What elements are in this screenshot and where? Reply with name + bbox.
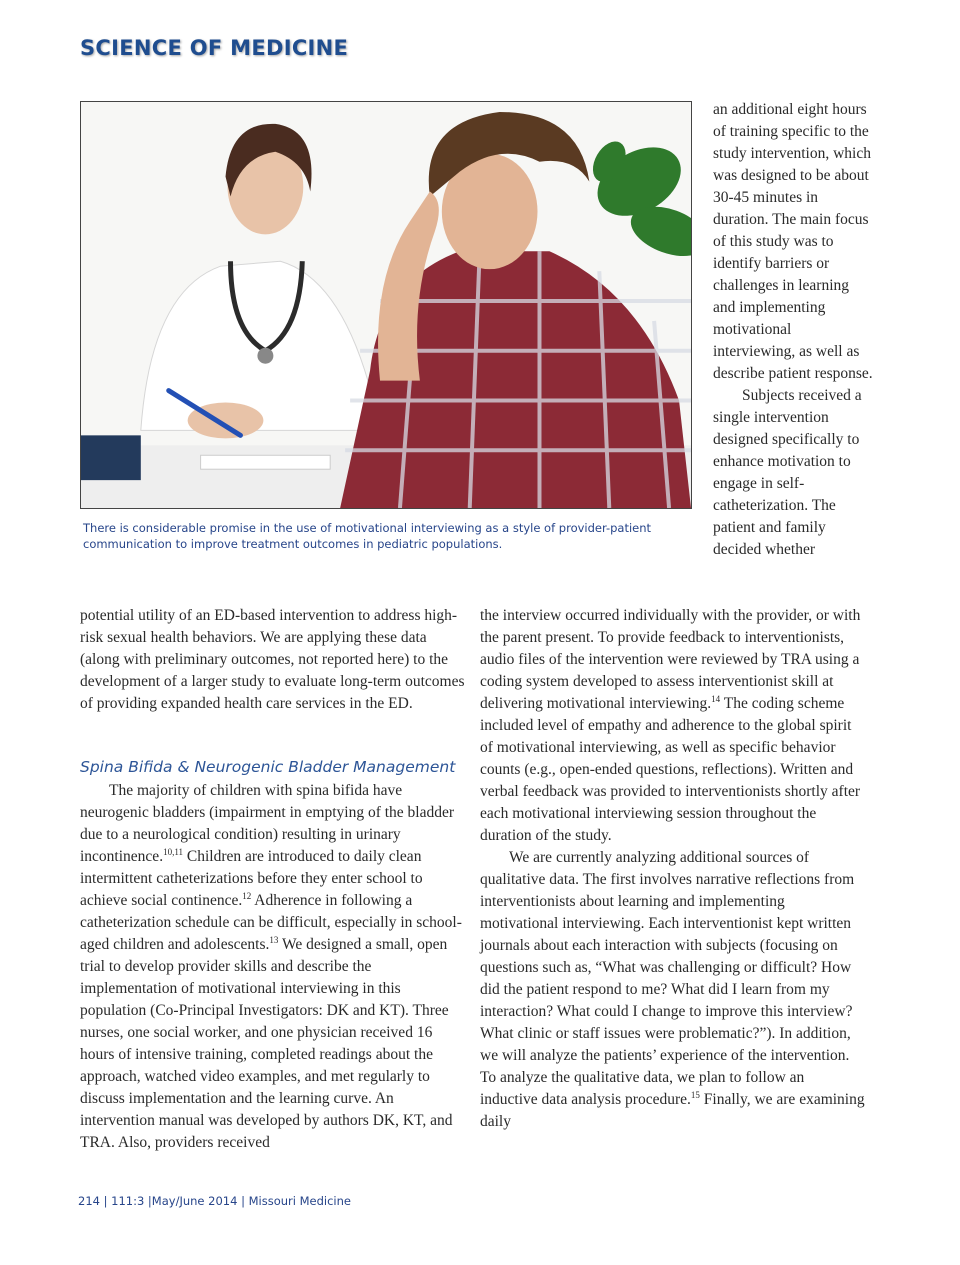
doctor-patient-consultation-photo bbox=[81, 102, 691, 508]
citation: 12 bbox=[242, 890, 252, 901]
figure-caption: There is considerable promise in the use of motivational interviewing as a style of provider-patient communication to improve treatment outcomes in pediatric populations. bbox=[83, 521, 652, 551]
text-run: Adherence in following a catheterization schedule can be difficult, especially in school-aged children and adolescents. bbox=[80, 892, 462, 953]
citation: 15 bbox=[690, 1089, 700, 1100]
right-text-column bbox=[480, 605, 865, 1133]
paragraph: potential utility of an ED-based intervention to address high-risk sexual health behaviors. We are applying these data (along with preliminary outcomes, not reported here) to the development of a larger study to evaluate long-term outcomes of providing expanded health care services in the ED. bbox=[80, 607, 465, 712]
text-run: the interview occurred individually with the provider, or with the parent present. To provide feedback to interventionists, audio files of the intervention were reviewed by TRA using a coding system developed to assess interventionist skill at delivering motivational interviewing. bbox=[480, 607, 861, 712]
text-run: Children are introduced to daily clean intermittent catheterizations before they enter school to achieve social continence. bbox=[80, 848, 423, 909]
paragraph bbox=[80, 780, 465, 1154]
paragraph: Subjects received a single intervention designed specifically to enhance motivation to engage in self-catheterization. The patient and family decided whether bbox=[713, 387, 862, 558]
text-run: The majority of children with spina bifida have neurogenic bladders (impairment in emptying of the bladder due to a neurological condition) resulting in urinary incontinence. bbox=[80, 782, 455, 865]
citation: 10,11 bbox=[163, 846, 183, 857]
text-run: Finally, we are examining daily bbox=[480, 1091, 865, 1130]
text-run: The coding scheme included level of empathy and adherence to the global spirit of motivational interviewing, as well as specific behavior counts (e.g., open-ended questions, reflections). Written and verbal feedback was provided to interventionists shortly after each motivational interviewing session throughout the duration of the study. bbox=[480, 695, 861, 844]
left-text-column-top bbox=[80, 605, 465, 715]
section-title: SCIENCE OF MEDICINE bbox=[80, 36, 349, 60]
page-footer: 214 | 111:3 |May/June 2014 | Missouri Medicine bbox=[78, 1194, 351, 1208]
text-run: We designed a small, open trial to develop provider skills and describe the implementation of motivational interviewing in this population (Co-Principal Investigators: DK and KT). Three nurses, one social worker, and one physician received 16 hours of intensive training, completed readings about the approach, watched video examples, and met regularly to discuss implementation and the learning curve. An intervention manual was developed by authors DK, KT, and TRA. Also, providers received bbox=[80, 936, 453, 1151]
left-text-column-bottom bbox=[80, 780, 465, 1154]
text-run: We are currently analyzing additional sources of qualitative data. The first involves narrative reflections from interventionists about learning and implementing motivational interviewing. Each interventionist kept written journals about each interaction with subjects (focusing on questions such as, “What was challenging or difficult? How did the patient respond to me? What did I learn from my interaction? What could I change to improve this interview? What clinic or staff issues were problematic?”). In addition, we will analyze the patients’ experience of the intervention. To analyze the qualitative data, we plan to follow an inductive data analysis procedure. bbox=[480, 849, 855, 1108]
citation: 13 bbox=[269, 934, 279, 945]
section-subheading: Spina Bifida & Neurogenic Bladder Management bbox=[80, 758, 456, 776]
paragraph bbox=[480, 605, 865, 847]
paragraph bbox=[480, 847, 865, 1133]
paragraph: an additional eight hours of training specific to the study intervention, which was designed to be about 30-45 minutes in duration. The main focus of this study was to identify barriers or challenges in learning and implementing motivational interviewing, as well as describe patient response. bbox=[713, 101, 873, 382]
figure-photo bbox=[80, 101, 692, 509]
narrow-text-column bbox=[713, 99, 873, 561]
citation: 14 bbox=[711, 693, 721, 704]
